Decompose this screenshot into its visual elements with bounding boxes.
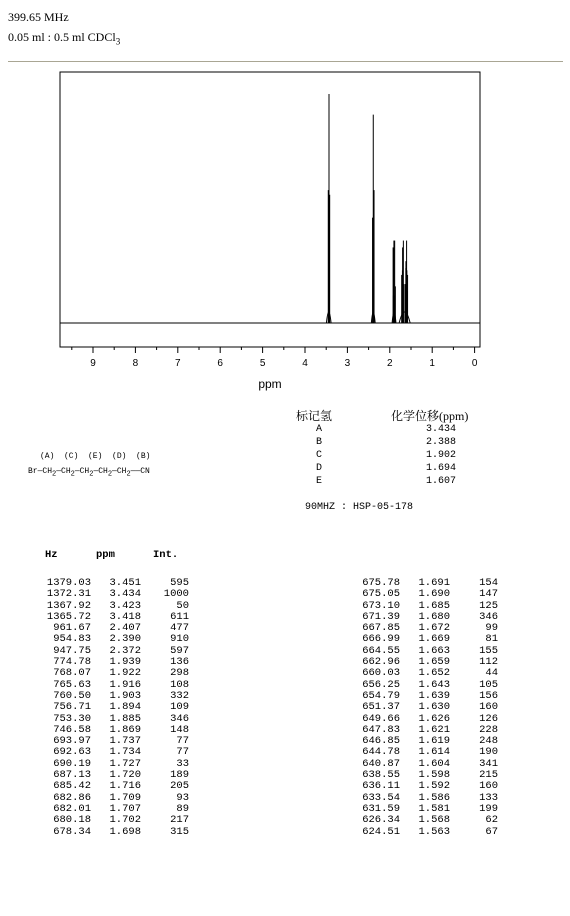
formula-part: —CH [56, 467, 71, 476]
assignment-col-label-header: 标记氢 [296, 409, 333, 423]
cell-hz: 656.25 [362, 678, 400, 691]
cell-hz: 961.67 [53, 622, 91, 635]
nmr-spectrum-chart [0, 0, 570, 400]
cell-hz: 673.10 [362, 599, 400, 612]
table-row [342, 758, 502, 769]
cell-ppm: 1.563 [418, 825, 450, 838]
structure-formula [28, 467, 150, 479]
assignment-shift: 3.434 [426, 424, 457, 435]
table-row [342, 656, 502, 667]
x-tick-label: 9 [90, 358, 96, 369]
solvent-subscript: 3 [115, 36, 121, 47]
cell-int: 341 [479, 757, 498, 770]
cell-int: 199 [479, 802, 498, 815]
cell-hz: 1367.92 [46, 599, 91, 612]
cell-ppm: 1.680 [418, 610, 450, 623]
cell-int: 108 [170, 678, 189, 691]
assignment-label: D [316, 463, 323, 474]
cell-ppm: 1.702 [109, 814, 141, 827]
assignment-table [296, 424, 476, 489]
table-row [342, 701, 502, 712]
table-row [33, 600, 193, 611]
table-row [33, 826, 193, 837]
cell-ppm: 1.592 [418, 780, 450, 793]
table-row [33, 724, 193, 735]
cell-ppm: 1.869 [109, 723, 141, 736]
cell-int: 33 [176, 757, 189, 770]
cell-int: 105 [479, 678, 498, 691]
cell-int: 109 [170, 701, 189, 714]
assignment-label: E [316, 476, 323, 487]
cell-ppm: 1.903 [109, 689, 141, 702]
peak-table-header [33, 549, 193, 577]
x-tick-label: 2 [387, 358, 393, 369]
cell-ppm: 2.407 [109, 622, 141, 635]
table-row [342, 600, 502, 611]
cell-hz: 640.87 [362, 757, 400, 770]
table-row [342, 667, 502, 678]
cell-hz: 654.79 [362, 689, 400, 702]
cell-int: 155 [479, 644, 498, 657]
cell-hz: 768.07 [53, 667, 91, 680]
cell-hz: 649.66 [362, 712, 400, 725]
cell-ppm: 1.720 [109, 769, 141, 782]
cell-hz: 756.71 [53, 701, 91, 714]
cell-hz: 646.85 [362, 735, 400, 748]
formula-part: ——CN [130, 467, 150, 476]
cell-int: 1000 [163, 588, 189, 601]
cell-ppm: 1.716 [109, 780, 141, 793]
x-tick-label: 6 [217, 358, 223, 369]
formula-part: Br—CH [28, 467, 53, 476]
cell-int: 126 [479, 712, 498, 725]
cell-int: 89 [176, 802, 189, 815]
plot-frame [60, 72, 480, 347]
cell-hz: 954.83 [53, 633, 91, 646]
cell-int: 160 [479, 701, 498, 714]
table-row [342, 814, 502, 825]
x-tick-label: 1 [429, 358, 435, 369]
cell-int: 50 [176, 599, 189, 612]
table-row [33, 633, 193, 644]
peak-table-left [33, 549, 193, 837]
cell-ppm: 1.727 [109, 757, 141, 770]
formula-subscript: 2 [126, 470, 131, 479]
cell-hz: 671.39 [362, 610, 400, 623]
cell-hz: 633.54 [362, 791, 400, 804]
cell-int: 77 [176, 746, 189, 759]
cell-int: 228 [479, 723, 498, 736]
assignment-label: C [316, 450, 323, 461]
table-row [342, 690, 502, 701]
assignment-shift: 1.694 [426, 463, 457, 474]
x-tick-label: 0 [471, 358, 478, 369]
cell-hz: 651.37 [362, 701, 400, 714]
cell-hz: 666.99 [362, 633, 400, 646]
cell-ppm: 1.885 [109, 712, 141, 725]
spectrum-multiplet-base-3 [399, 312, 410, 323]
x-tick-label: 4 [302, 358, 308, 369]
table-row [342, 724, 502, 735]
cell-int: 112 [479, 656, 498, 669]
cell-hz: 644.78 [362, 746, 400, 759]
cell-int: 248 [479, 735, 498, 748]
cell-hz: 693.97 [53, 735, 91, 748]
table-row [342, 633, 502, 644]
x-tick-label: 7 [175, 358, 181, 369]
cell-int: 611 [170, 610, 189, 623]
table-row [33, 667, 193, 678]
cell-ppm: 1.568 [418, 814, 450, 827]
cell-int: 93 [176, 791, 189, 804]
cell-hz: 682.01 [53, 802, 91, 815]
table-row [33, 701, 193, 712]
assignment-label: B [316, 437, 323, 448]
table-row [33, 735, 193, 746]
assignment-row [296, 463, 476, 476]
table-row [33, 814, 193, 825]
cell-int: 156 [479, 689, 498, 702]
table-row [33, 645, 193, 656]
cell-hz: 662.96 [362, 656, 400, 669]
cell-hz: 678.34 [53, 825, 91, 838]
cell-ppm: 1.652 [418, 667, 450, 680]
x-axis-tick-labels [90, 358, 478, 369]
cell-int: 77 [176, 735, 189, 748]
cell-hz: 1379.03 [46, 577, 91, 589]
cell-ppm: 1.669 [418, 633, 450, 646]
cell-int: 136 [170, 656, 189, 669]
cell-ppm: 1.690 [418, 588, 450, 601]
cell-int: 189 [170, 769, 189, 782]
table-row [342, 803, 502, 814]
assignment-shift: 2.388 [426, 437, 457, 448]
assignment-label: A [316, 424, 323, 435]
cell-int: 148 [170, 723, 189, 736]
table-row [342, 735, 502, 746]
cell-ppm: 1.614 [418, 746, 450, 759]
cell-hz: 647.83 [362, 723, 400, 736]
cell-ppm: 2.372 [109, 644, 141, 657]
cell-int: 205 [170, 780, 189, 793]
cell-int: 315 [170, 825, 189, 838]
table-row [33, 622, 193, 633]
cell-ppm: 1.737 [109, 735, 141, 748]
x-axis-ticks [72, 347, 475, 353]
cell-ppm: 1.691 [418, 577, 450, 589]
cell-hz: 765.63 [53, 678, 91, 691]
table-row [33, 746, 193, 757]
cell-ppm: 1.619 [418, 735, 450, 748]
table-row [33, 792, 193, 803]
table-row [342, 769, 502, 780]
cell-int: 147 [479, 588, 498, 601]
formula-part: —CH [112, 467, 127, 476]
cell-int: 133 [479, 791, 498, 804]
cell-int: 477 [170, 622, 189, 635]
formula-part: —CH [93, 467, 108, 476]
x-tick-label: 5 [259, 358, 266, 369]
spectrometer-frequency: 399.65 MHz [8, 10, 69, 24]
table-row [342, 611, 502, 622]
table-row [33, 690, 193, 701]
cell-int: 125 [479, 599, 498, 612]
cell-hz: 624.51 [362, 825, 400, 838]
cell-ppm: 1.707 [109, 802, 141, 815]
cell-int: 346 [170, 712, 189, 725]
cell-int: 62 [485, 814, 498, 827]
cell-hz: 947.75 [53, 644, 91, 657]
solvent-text: 0.05 ml : 0.5 ml CDCl [8, 30, 116, 44]
cell-hz: 680.18 [53, 814, 91, 827]
cell-ppm: 3.418 [109, 610, 141, 623]
cell-ppm: 1.685 [418, 599, 450, 612]
cell-ppm: 1.659 [418, 656, 450, 669]
formula-subscript: 2 [70, 470, 75, 479]
table-row [342, 713, 502, 724]
assignment-row [296, 476, 476, 489]
cell-ppm: 1.922 [109, 667, 141, 680]
table-row [33, 780, 193, 791]
cell-hz: 675.78 [362, 577, 400, 589]
table-row [342, 792, 502, 803]
table-row [33, 769, 193, 780]
cell-int: 215 [479, 769, 498, 782]
assignment-row [296, 424, 476, 437]
structure-position-labels: (A) (C) (E) (D) (B) [40, 452, 151, 461]
x-axis-label: ppm [258, 377, 282, 391]
assignment-col-shift-header: 化学位移(ppm) [391, 409, 469, 423]
cell-ppm: 1.698 [109, 825, 141, 838]
cell-ppm: 3.451 [109, 577, 141, 589]
cell-int: 298 [170, 667, 189, 680]
table-row [33, 588, 193, 599]
cell-ppm: 1.621 [418, 723, 450, 736]
cell-ppm: 1.598 [418, 769, 450, 782]
cell-int: 910 [170, 633, 189, 646]
table-row [342, 577, 502, 588]
formula-part: —CH [74, 467, 90, 476]
cell-int: 332 [170, 689, 189, 702]
header-hz: Hz [45, 549, 58, 561]
cell-ppm: 1.630 [418, 701, 450, 714]
cell-ppm: 1.626 [418, 712, 450, 725]
cell-hz: 760.50 [53, 689, 91, 702]
cell-int: 190 [479, 746, 498, 759]
cell-hz: 664.55 [362, 644, 400, 657]
table-row [33, 611, 193, 622]
cell-int: 597 [170, 644, 189, 657]
table-row [33, 803, 193, 814]
cell-hz: 753.30 [53, 712, 91, 725]
cell-hz: 774.78 [53, 656, 91, 669]
cell-ppm: 3.423 [109, 599, 141, 612]
table-row [342, 679, 502, 690]
cell-ppm: 2.390 [109, 633, 141, 646]
assignment-header [296, 407, 476, 423]
cell-int: 44 [485, 667, 498, 680]
cell-ppm: 1.916 [109, 678, 141, 691]
cell-ppm: 1.672 [418, 622, 450, 635]
formula-subscript: 2 [52, 470, 57, 479]
table-row [33, 713, 193, 724]
x-tick-label: 3 [344, 358, 351, 369]
cell-ppm: 1.939 [109, 656, 141, 669]
table-row [33, 656, 193, 667]
cell-hz: 626.34 [362, 814, 400, 827]
spectrum-trace [60, 94, 480, 323]
cell-ppm: 1.709 [109, 791, 141, 804]
cell-int: 217 [170, 814, 189, 827]
formula-subscript: 2 [107, 470, 113, 479]
peak-table-right [342, 549, 502, 837]
cell-int: 346 [479, 610, 498, 623]
header-ppm: ppm [96, 549, 115, 561]
cell-ppm: 1.604 [418, 757, 450, 770]
cell-hz: 667.85 [362, 622, 400, 635]
assignment-shift: 1.607 [426, 476, 457, 487]
cell-int: 595 [170, 577, 189, 589]
cell-hz: 675.05 [362, 588, 400, 601]
cell-ppm: 1.581 [418, 802, 450, 815]
table-row [342, 588, 502, 599]
cell-int: 99 [485, 622, 498, 635]
cell-hz: 636.11 [362, 780, 400, 793]
source-reference: 90MHZ : HSP-05-178 [305, 502, 414, 513]
cell-hz: 1365.72 [46, 610, 91, 623]
header-int: Int. [153, 549, 179, 561]
table-row [342, 746, 502, 757]
cell-ppm: 1.643 [418, 678, 450, 691]
table-row [33, 758, 193, 769]
cell-hz: 685.42 [53, 780, 91, 793]
cell-ppm: 1.639 [418, 689, 450, 702]
formula-subscript: 2 [89, 470, 94, 479]
cell-hz: 1372.31 [46, 588, 91, 601]
cell-int: 160 [479, 780, 498, 793]
cell-ppm: 3.434 [109, 588, 141, 601]
cell-hz: 746.58 [53, 723, 91, 736]
table-row [33, 577, 193, 588]
cell-hz: 682.86 [53, 791, 91, 804]
cell-hz: 692.63 [53, 746, 91, 759]
cell-ppm: 1.734 [109, 746, 141, 759]
table-row [342, 780, 502, 791]
assignment-shift: 1.902 [426, 450, 457, 461]
table-row [342, 622, 502, 633]
cell-ppm: 1.663 [418, 644, 450, 657]
table-row [33, 679, 193, 690]
assignment-row [296, 450, 476, 463]
table-row [342, 826, 502, 837]
cell-hz: 660.03 [362, 667, 400, 680]
assignment-row [296, 437, 476, 450]
cell-ppm: 1.894 [109, 701, 141, 714]
cell-hz: 687.13 [53, 769, 91, 782]
x-tick-label: 8 [132, 358, 139, 369]
cell-int: 81 [485, 633, 498, 646]
cell-hz: 690.19 [53, 757, 91, 770]
cell-int: 67 [485, 825, 498, 838]
cell-int: 154 [479, 577, 498, 589]
cell-hz: 638.55 [362, 769, 400, 782]
table-row [342, 645, 502, 656]
cell-ppm: 1.586 [418, 791, 450, 804]
cell-hz: 631.59 [362, 802, 400, 815]
